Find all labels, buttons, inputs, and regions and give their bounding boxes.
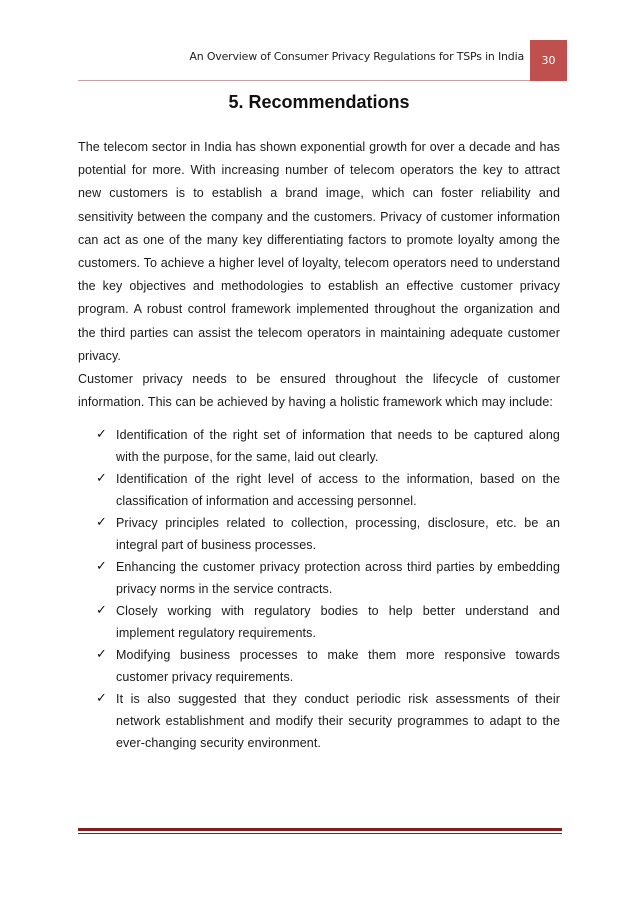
list-item-text: Identification of the right set of information that needs to be captured along with the purpose, for the same, laid out clearly. [116,428,560,464]
list-item-text: Identification of the right level of access to the information, based on the classification of information and accessing personnel. [116,472,560,508]
list-item [96,512,560,556]
list-item-text: Modifying business processes to make them more responsive towards customer privacy requirements. [116,648,560,684]
list-item-text: Enhancing the customer privacy protection across third parties by embedding privacy norms in the service contracts. [116,560,560,596]
list-item [96,468,560,512]
list-item-text: It is also suggested that they conduct periodic risk assessments of their network establishment and modify their security programmes to adapt to the ever-changing security environment. [116,692,560,750]
header-rule [78,80,530,81]
list-item [96,600,560,644]
section-title: 5. Recommendations [228,92,410,112]
checkmark-icon: ✓ [96,691,107,706]
checkmark-icon: ✓ [96,647,107,662]
page-number: 30 [530,40,567,81]
checkmark-icon: ✓ [96,559,107,574]
list-item [96,644,560,688]
checkmark-icon: ✓ [96,515,107,530]
checkmark-icon: ✓ [96,471,107,486]
framework-paragraph: Customer privacy needs to be ensured throughout the lifecycle of customer information. This can be achieved by having a holistic framework which may include: [78,372,560,410]
list-item [96,556,560,600]
checkmark-icon: ✓ [96,603,107,618]
checkmark-icon: ✓ [96,427,107,442]
list-item [96,424,560,468]
footer-rule [78,828,562,831]
list-item-text: Closely working with regulatory bodies to help better understand and implement regulatory requirements. [116,604,560,640]
intro-paragraph: The telecom sector in India has shown exponential growth for over a decade and has potential for more. With increasing number of telecom operators the key to attract new customers is to establish a brand image, which can foster reliability and sensitivity between the company and the customers. Privacy of customer information can act as one of the many key differentiating factors to promote loyalty among the customers. To achieve a higher level of loyalty, telecom operators need to understand the key objectives and methodologies to establish an effective customer privacy program. A robust control framework implemented throughout the organization and the third parties can assist the telecom operators in maintaining adequate customer privacy. [78,140,560,363]
footer-rule-thin [78,833,562,834]
running-header: An Overview of Consumer Privacy Regulations for TSPs in India [189,50,524,63]
list-item-text: Privacy principles related to collection, processing, disclosure, etc. be an integral part of business processes. [116,516,560,552]
recommendations-list [96,424,560,754]
list-item [96,688,560,754]
